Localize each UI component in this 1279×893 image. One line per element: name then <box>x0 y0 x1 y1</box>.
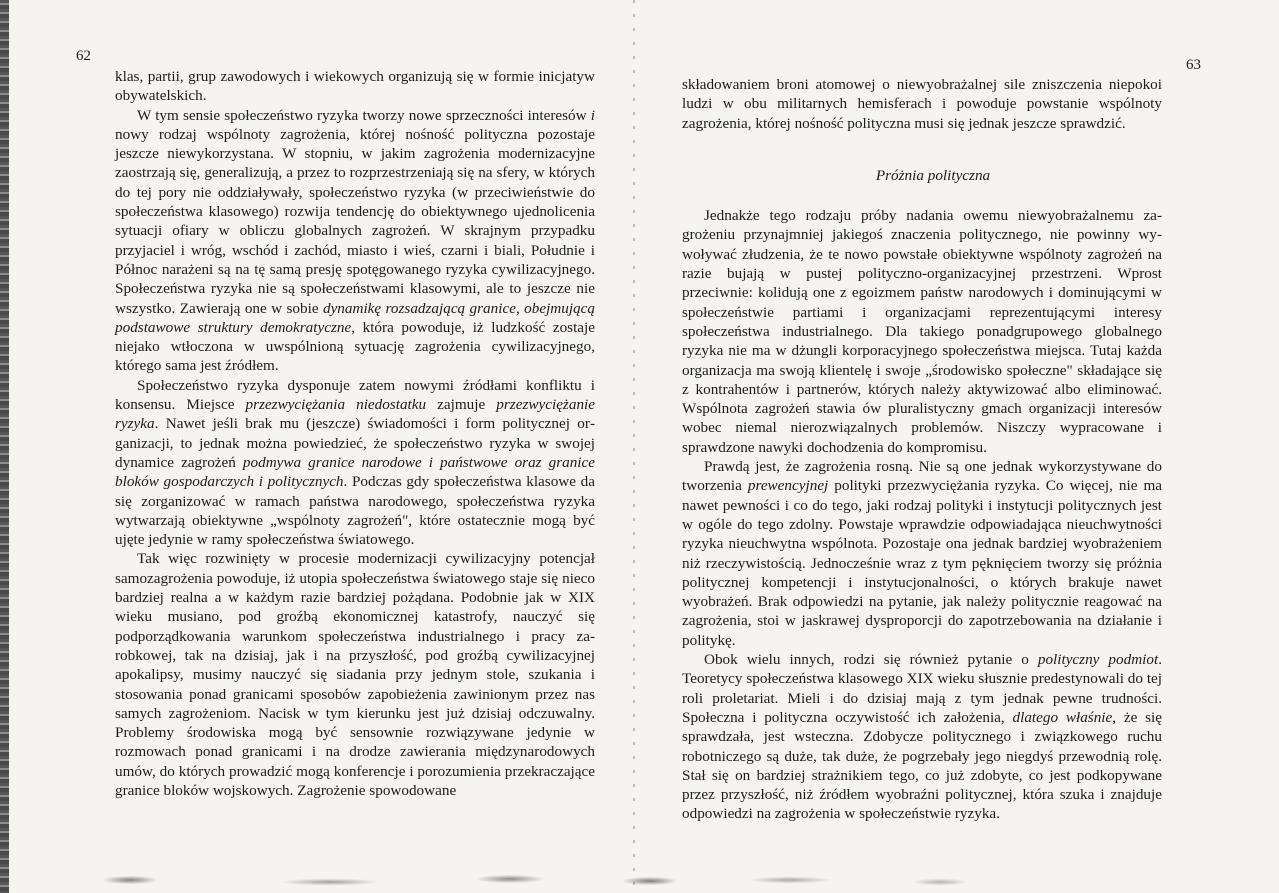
emphasis-text: polityczny podmiot <box>1037 651 1159 669</box>
section-heading: Próżnia polityczna <box>875 166 991 184</box>
text-segment: , że się sprawdzała, jest wsteczna. Zdobycze politycznego i związkowego ruchu robotniczego są duże, tak duże, że pogrzebały jego niegdyś przewodnią rolę. Stał się on bardziej strażnikiem tego, co już zdobyte, co jest podkopywane przez przyszłość, niż źródłem wyobraźni politycznej, która szuka i znajduje odpowiedzi na zagrożenia w społeczeństwie ryzyka. <box>682 708 1162 823</box>
book-gutter <box>633 0 635 893</box>
text-segment: . Nawet jeśli brak mu (jeszcze) świadomości i form politycznej organizacji, to jednak można powiedzieć, że społeczeństwo ryzyka w swojej dynamice zagrożeń <box>115 415 595 471</box>
text-segment: Jednakże tego rodzaju próby nadania owemu niewyobrażalnemu zagrożeniu przynajmniej jakiegoś znaczenia politycznego, nie powinny wywoływać złudzenia, że te nowo powstałe obiektywne wspólnoty zagrożeń na razie bujają w pustej polityczno-organizacyjnej przestrzeni. Wprost przeciwnie: kolidują one z egoizmem państw narodowych i dominującymi w społeczeństwie partiami i organizacjami reprezentującymi interesy społeczeństwa industrialnego. Dla takiego ponadgrupowego globalnego ryzyka nie ma w dżungli korporacyjnego społeczeństwa miejsca. Tutaj każda organizacja ma swoją klientelę i swoje „środowisko społeczne" składające się z kontrahentów i partnerów, których należy aktywizować albo eliminować. Wspólnota zagrożeń stawia ów pluralistyczny gmach organizacji interesów wobec niemal nierozwiązalnych problemów. Niszczy wypracowane i sprawdzone nawyki dochodzenia do kompromisu. <box>682 207 1162 456</box>
paragraph <box>682 457 1162 650</box>
emphasis-text: i <box>590 106 595 124</box>
paragraph <box>682 650 1162 824</box>
scan-bottom-edge <box>0 868 1279 893</box>
text-segment: składowaniem broni atomowej o niewyobrażalnej sile zniszczenia niepokoi ludzi w obu militarnych hemisferach i powoduje powstanie wspólnoty zagrożenia, której nośność polityczna musi się jednak jeszcze sprawdzić. <box>682 76 1162 132</box>
page-number-right: 63 <box>1186 57 1201 73</box>
emphasis-text: dlatego właśnie <box>1012 708 1113 726</box>
text-segment: zajmuje <box>426 396 497 414</box>
paragraph <box>115 106 595 376</box>
right-page-intro-paragraph <box>682 75 1162 133</box>
emphasis-text: przezwyciężania niedostatku <box>245 396 427 414</box>
paragraph <box>682 206 1162 457</box>
right-page-text-column <box>682 75 1162 824</box>
text-segment: klas, partii, grup zawodowych i wiekowych organizują się w formie inicjatyw obywatelskich. <box>115 68 595 105</box>
right-page-body <box>682 206 1162 824</box>
text-segment: Obok wielu innych, rodzi się również pytanie o <box>704 651 1038 669</box>
paragraph <box>115 549 595 800</box>
emphasis-text: dynamikę rozsadzającą granice, obejmującą podstawowe struktury demokratyczne <box>115 299 595 336</box>
paragraph <box>115 67 595 106</box>
paragraph <box>115 376 595 550</box>
paragraph <box>682 75 1162 133</box>
text-segment: nowy rodzaj wspólnoty zagrożenia, której nośność polityczna pozostaje jeszcze niewykorzystana. W stopniu, w jakim zagrożenia modernizacyjne zaostrzają się, generalizują, a przez to rozprzestrzeniają się na sfery, w których do tej pory nie oddziaływały, społeczeństwo ryzyka (w przeciwieństwie do społeczeństwa klasowego) rozwija tendencję do obiektywnego ujednolicenia sytuacji ofiary w obliczu globalnych zagrożeń. W skrajnym przypadku przyjaciel i wróg, wschód i zachód, miasto i wieś, czarni i biali, Południe i Północ narażeni są na tę samą presję spotęgowanego ryzyka cywilizacyjnego. Społeczeństwa ryzyka nie są społeczeństwami klasowymi, ale to jeszcze nie wszystko. Zawierają one w sobie <box>115 125 595 317</box>
text-segment: W tym sensie społeczeństwo ryzyka tworzy nowe sprzeczności interesów <box>137 106 591 124</box>
text-segment: . Podczas gdy społeczeństwa klasowe da się zorganizować w ramach państwa narodowego, społeczeństwa ryzyka wytwarzają obiektywne „wspólnoty zagrożeń", które ostatecznie mogą być ujęte jedynie w ramy społeczeństwa światowego. <box>115 473 595 549</box>
emphasis-text: podmywa granice narodowe i państwowe oraz granice bloków gospodarczych i politycznych <box>115 453 596 491</box>
text-segment: Społeczeństwo ryzyka dysponuje zatem nowymi źródłami konfliktu i konsensu. Miejsce <box>115 376 595 414</box>
text-segment: Tak więc rozwinięty w procesie modernizacji cywilizacyjny potencjał samozagrożenia powoduje, iż utopia społeczeństwa światowego staje się nieco bardziej realna a w każdym razie bardziej pożądana. Podobnie jak w XIX wieku musiano, pod groźbą ekonomicznej katastrofy, nauczyć się podporządkowania warunkom społeczeństwa industrialnego i pracy zarobkowej, tak na dzisiaj, jak i na przyszłość, pod groźbą cywilizacyjnej apokalipsy, musimy nauczyć się siadania przy jednym stole, szukania i stosowania ponad granicami sposobów zapobieżenia zawinionym przez nas samych zagrożeniom. Nacisk w tym kierunku jest już dzisiaj odczuwalny. Problemy środowiska mogą być sensownie rozwiązywane jedynie w rozmowach ponad granicami i na drodze zawierania międzynarodowych umów, do których prowadzić mogą konferencje i porozumienia przekraczające granice bloków wojskowych. Zagrożenie spowodowane <box>115 550 595 799</box>
text-segment: Prawdą jest, że zagrożenia rosną. Nie są one jednak wykorzystywane do tworzenia <box>682 458 1162 495</box>
left-page-text-column <box>115 67 595 800</box>
text-segment: , która powoduje, iż ludzkość zostaje niejako wtłoczona w uwspólnioną sytuację zagrożenia cywilizacyjnego, którego sama jest źródłem. <box>115 318 595 375</box>
emphasis-text: prewencyjnej <box>747 477 829 495</box>
emphasis-text: przezwyciężanie ryzyka <box>115 396 595 433</box>
text-segment: polityki przezwyciężania ryzyka. Co więcej, nie ma nawet pewności i co do tego, jaki rodzaj polityki i instytucji politycznych jest w ogóle do tego zdolny. Powstaje wprawdzie odpowiadająca nieuchwytności ryzyka nieuchwytna wspólnota. Pozostaje ona jednak bardziej wyobrażeniem niż rzeczywistością. Jednocześnie wraz z tym pęknięciem tworzy się próżnia politycznej kompetencji i instytucjonalności, o których brakuje nawet wyobrażeń. Brak odpowiedzi na pytanie, jak należy politycznie reagować na zagrożenia, stoi w jaskrawej dysproporcji do zapotrzebowania na działanie i politykę. <box>682 477 1163 649</box>
page-number-left: 62 <box>76 48 91 64</box>
text-segment: . Teoretycy społeczeństwa klasowego XIX wieku słusznie predestynowali do tej roli proletariat. Mieli i do dzisiaj mają z tym jednak pewne trudności. Społeczna i polityczna oczywistość ich założenia, <box>682 651 1162 726</box>
scan-spine-edge <box>0 0 9 893</box>
